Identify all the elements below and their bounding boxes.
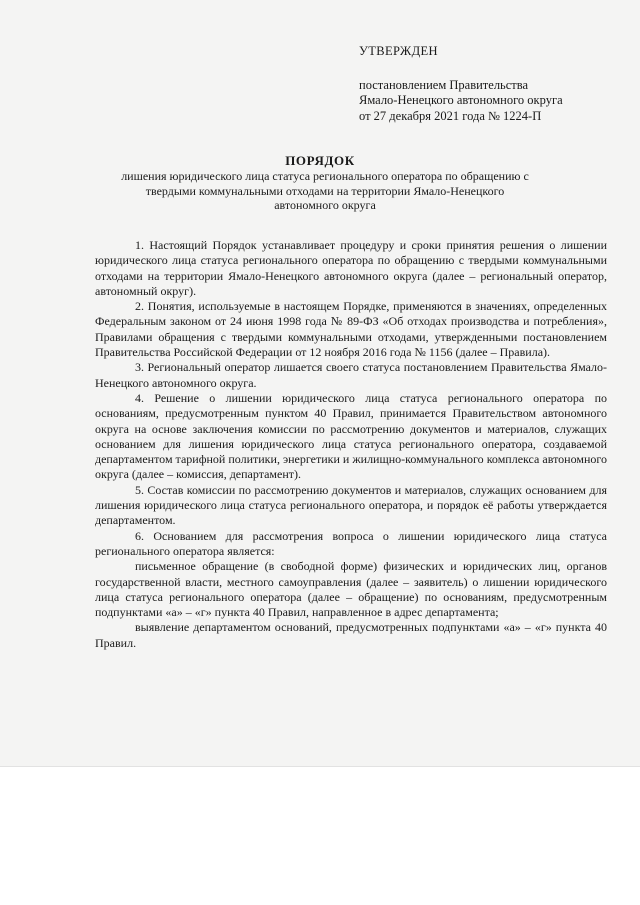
document-body	[95, 238, 607, 651]
approval-spacer	[359, 60, 563, 78]
paragraph-4: 4. Решение о лишении юридического лица статуса регионального оператора по основаниям, предусмотренным пунктом 40 Правил, принимается Правительством автономного округа на основе заключения комиссии по рассмотрению документов и материалов, служащих основанием для лишения юридического лица статуса регионального оператора, создаваемой департаментом тарифной политики, энергетики и жилищно-коммунального комплекса автономного округа (далее – комиссия, департамент).	[95, 390, 607, 482]
approval-line-2: Ямало-Ненецкого автономного округа	[359, 93, 563, 107]
paragraph-1: 1. Настоящий Порядок устанавливает процедуру и сроки принятия решения о лишении юридического лица статуса регионального оператора по обращению с твердыми коммунальными отходами на территории Ямало-Ненецкого автономного округа (далее – региональный оператор, автономный округ).	[95, 238, 607, 298]
paragraph-6-item-1: письменное обращение (в свободной форме) физических и юридических лиц, органов государственной власти, местного самоуправления (далее – заявитель) о лишении юридического лица статуса регионального оператора (далее – обращение) по основаниям, предусмотренным подпунктами «а» – «г» пункта 40 Правил, направленное в адрес департамента;	[95, 559, 607, 620]
approval-block	[359, 44, 563, 124]
approval-heading: УТВЕРЖДЕН	[359, 44, 438, 58]
paragraph-3: 3. Региональный оператор лишается своего статуса постановлением Правительства Ямало-Ненецкого автономного округа.	[95, 360, 607, 390]
document-subtitle: лишения юридического лица статуса регионального оператора по обращению с твердыми коммунальными отходами на территории Ямало-Ненецкого автономного округа	[121, 169, 529, 212]
paragraph-6-item-2: выявление департаментом оснований, предусмотренных подпунктами «а» – «г» пункта 40 Правил.	[95, 620, 607, 650]
approval-line-3: от 27 декабря 2021 года № 1224-П	[359, 108, 542, 123]
paragraph-5: 5. Состав комиссии по рассмотрению документов и материалов, служащих основанием для лишения юридического лица статуса регионального оператора, и порядок её работы утверждается департаментом.	[95, 482, 607, 528]
paragraph-2: 2. Понятия, используемые в настоящем Порядке, применяются в значениях, определенных Федеральным законом от 24 июня 1998 года № 89-ФЗ «Об отходах производства и потребления», Правилами обращения с твердыми коммунальными отходами, утвержденными постановлением Правительства Российской Федерации от 12 ноября 2016 года № 1156 (далее – Правила).	[95, 299, 607, 360]
document-title: ПОРЯДОК	[285, 153, 355, 168]
paragraph-6: 6. Основанием для рассмотрения вопроса о лишении юридического лица статуса регионального оператора является:	[95, 528, 607, 558]
approval-line-1: постановлением Правительства	[359, 77, 529, 92]
